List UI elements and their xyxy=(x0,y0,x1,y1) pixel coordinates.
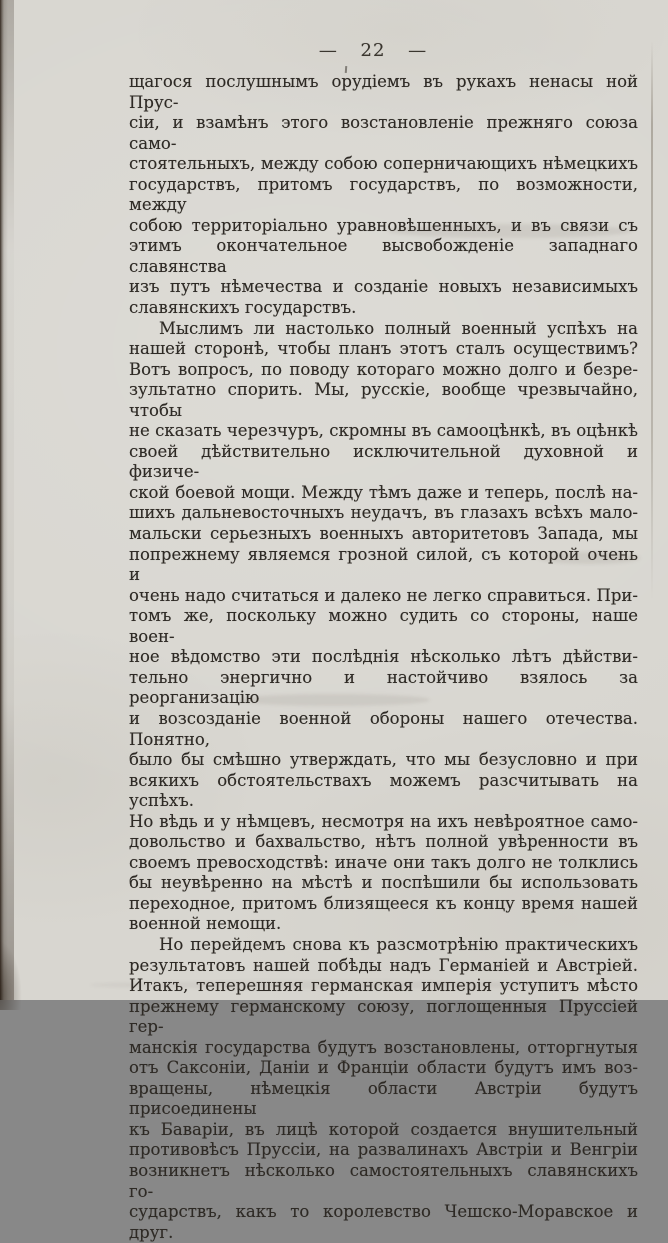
page-number: — 22 — xyxy=(318,40,428,61)
text-line: вращены, нѣмецкія области Австріи будутъ присоединены xyxy=(129,1078,638,1119)
text-line: попрежнему являемся грозной силой, съ которой очень и xyxy=(129,544,638,585)
text-line: военной немощи. xyxy=(129,914,282,934)
text-line: противовѣсъ Пруссіи, на развалинахъ Австріи и Венгріи xyxy=(129,1140,638,1160)
text-line: всякихъ обстоятельствахъ можемъ разсчитывать на успѣхъ. xyxy=(129,770,638,811)
text-line: изъ путъ нѣмечества и созданіе новыхъ независимыхъ xyxy=(129,277,638,297)
text-line: тельно энергично и настойчиво взялось за реорганизацію xyxy=(129,667,638,708)
text-line: не сказать черезчуръ, скромны въ самооцѣнкѣ, въ оцѣнкѣ xyxy=(129,421,638,441)
text-line: шихъ дальневосточныхъ неудачъ, въ глазахъ всѣхъ мало- xyxy=(129,503,638,523)
text-line: зультатно спорить. Мы, русскіе, вообще чрезвычайно, чтобы xyxy=(129,380,638,420)
text-line: переходное, притомъ близящееся къ концу время нашей xyxy=(129,893,638,913)
text-line: сударствъ, какъ то королевство Чешско-Моравское и друг. xyxy=(129,1202,638,1242)
text-line: было бы смѣшно утверждать, что мы безусловно и при xyxy=(129,750,638,770)
show-through-smudge xyxy=(90,981,560,989)
show-through-smudge xyxy=(388,224,632,238)
text-line: своей дѣйствительно исключительной духовной и физиче- xyxy=(129,441,638,482)
text-block xyxy=(129,72,638,1243)
text-line: Итакъ, теперешняя германская имперія уступитъ мѣсто xyxy=(129,976,638,996)
text-line: собою территоріально уравновѣшенныхъ, и въ связи съ xyxy=(129,215,638,235)
text-line: къ Баваріи, въ лицѣ которой создается внушительный xyxy=(129,1119,638,1139)
text-line: стоятельныхъ, между собою соперничающихъ нѣмецкихъ xyxy=(129,154,638,174)
text-line: этимъ окончательное высвобожденіе западнаго славянства xyxy=(129,236,638,276)
text-line: довольство и бахвальство, нѣтъ полной увѣренности въ xyxy=(129,832,638,852)
text-line: Вотъ вопросъ, по поводу котораго можно долго и безре- xyxy=(129,359,638,379)
text-line: очень надо считаться и далеко не легко справиться. При- xyxy=(129,585,638,605)
text-line: томъ же, поскольку можно судить со стороны, наше воен- xyxy=(129,606,638,646)
text-line: бы неувѣренно на мѣстѣ и поспѣшили бы использовать xyxy=(129,873,638,893)
text-line: манскія государства будутъ возстановлены, отторгнутыя xyxy=(129,1037,638,1057)
text-line: мальски серьезныхъ военныхъ авторитетовъ Запада, мы xyxy=(129,524,638,544)
text-line: щагося послушнымъ орудіемъ въ рукахъ ненасы ной Прус- xyxy=(129,72,638,112)
page-fold-line xyxy=(651,40,653,600)
corner-stain xyxy=(0,940,22,1010)
text-line: возникнетъ нѣсколько самостоятельныхъ славянскихъ го- xyxy=(129,1160,638,1201)
paragraph xyxy=(129,72,638,319)
text-line: результатовъ нашей побѣды надъ Германіей и Австріей. xyxy=(129,955,638,975)
text-line: отъ Саксоніи, Даніи и Франціи области будутъ имъ воз- xyxy=(129,1058,638,1078)
paragraph xyxy=(129,319,638,935)
text-line: славянскихъ государствъ. xyxy=(129,298,357,318)
text-line: своемъ превосходствѣ: иначе они такъ долго не толклись xyxy=(129,852,638,872)
show-through-smudge xyxy=(238,694,430,706)
text-line: государствъ, притомъ государствъ, по возможности, между xyxy=(129,174,638,215)
text-line: прежнему германскому союзу, поглощенныя Пруссіей гер- xyxy=(129,996,638,1037)
text-line: Но вѣдь и у нѣмцевъ, несмотря на ихъ невѣроятное само- xyxy=(129,811,638,831)
text-line: ное вѣдомство эти послѣднія нѣсколько лѣтъ дѣйстви- xyxy=(129,647,638,667)
text-line: Но перейдемъ снова къ разсмотрѣнію практическихъ xyxy=(159,934,638,954)
binding-edge-shade xyxy=(0,0,14,1000)
show-through-smudge xyxy=(538,552,640,564)
text-line: сіи, и взамѣнъ этого возстановленіе прежняго союза само- xyxy=(129,113,638,153)
text-line: ской боевой мощи. Между тѣмъ даже и теперь, послѣ на- xyxy=(129,482,638,502)
text-line: нашей сторонѣ, чтобы планъ этотъ сталъ осуществимъ? xyxy=(129,339,638,359)
text-line: и возсозданіе военной обороны нашего отечества. Понятно, xyxy=(129,708,638,749)
text-line: Мыслимъ ли настолько полный военный успѣхъ на xyxy=(159,318,638,338)
